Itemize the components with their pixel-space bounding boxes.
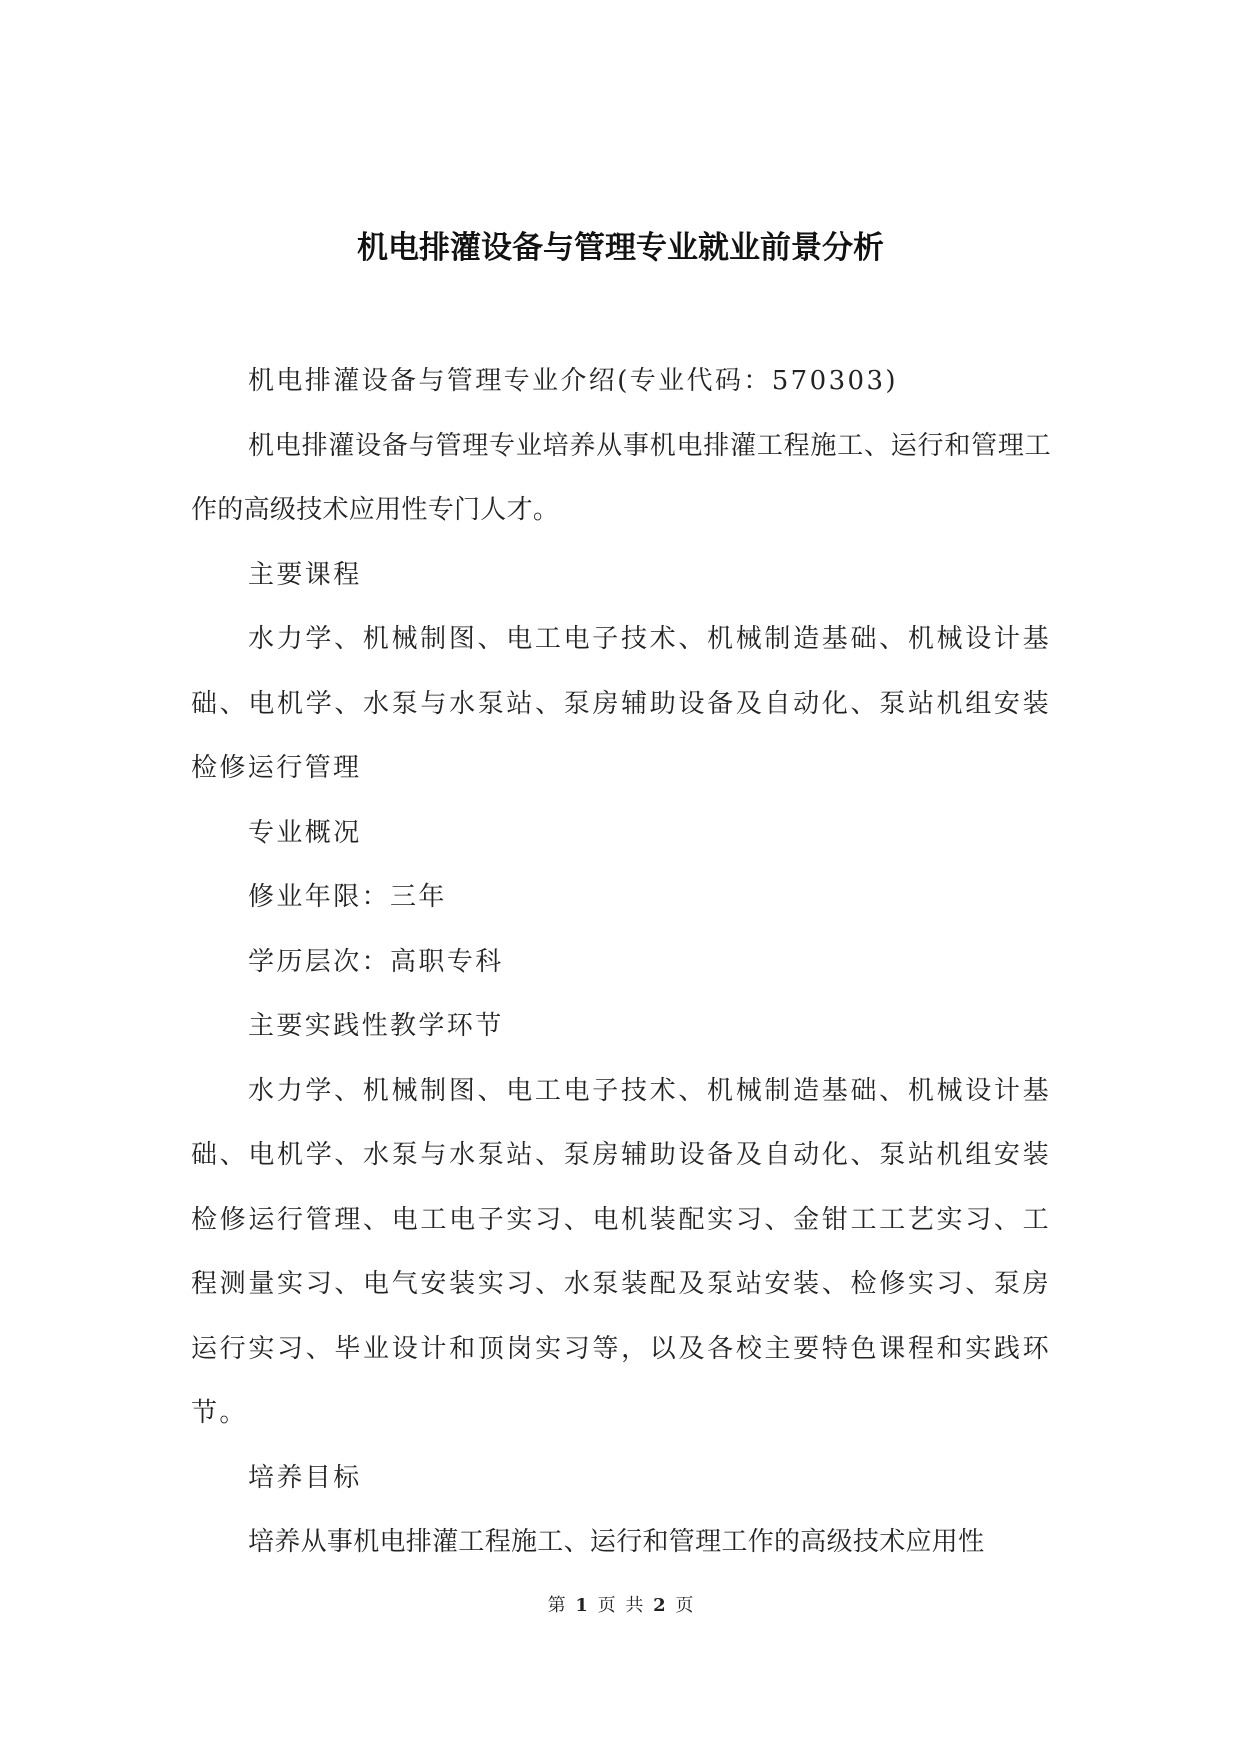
paragraph-description: 机电排灌设备与管理专业培养从事机电排灌工程施工、运行和管理工作的高级技术应用性专门人才。 xyxy=(191,430,1051,525)
page-footer xyxy=(0,1594,1241,1618)
heading-practice: 主要实践性教学环节 xyxy=(248,1011,504,1041)
paragraph-duration: 修业年限：三年 xyxy=(248,882,447,912)
footer-suffix: 页 xyxy=(675,1595,694,1616)
document-title: 机电排灌设备与管理专业就业前景分析 xyxy=(357,230,884,266)
footer-middle: 页 共 xyxy=(597,1595,644,1616)
heading-overview: 专业概况 xyxy=(248,817,362,848)
paragraph-goal: 培养从事机电排灌工程施工、运行和管理工作的高级技术应用性 xyxy=(248,1527,985,1557)
footer-total-pages: 2 xyxy=(653,1595,666,1616)
footer-prefix: 第 xyxy=(547,1595,566,1616)
heading-goal: 培养目标 xyxy=(248,1462,362,1493)
paragraph-practice: 水力学、机械制图、电工电子技术、机械制造基础、机械设计基础、电机学、水泵与水泵站、泵房辅助设备及自动化、泵站机组安装检修运行管理、电工电子实习、电机装配实习、金钳工工艺实习、工程测量实习、电气安装实习、水泵装配及泵站安装、检修实习、泵房运行实习、毕业设计和顶岗实习等，以及各校主要特色课程和实践环节。 xyxy=(191,1075,1051,1428)
paragraph-intro: 机电排灌设备与管理专业介绍(专业代码：570303) xyxy=(248,366,898,396)
paragraph-main-courses: 水力学、机械制图、电工电子技术、机械制造基础、机械设计基础、电机学、水泵与水泵站、泵房辅助设备及自动化、泵站机组安装检修运行管理 xyxy=(191,624,1051,783)
document-body xyxy=(191,349,1051,1575)
footer-current-page: 1 xyxy=(575,1595,588,1616)
heading-main-courses: 主要课程 xyxy=(248,559,362,590)
paragraph-level: 学历层次：高职专科 xyxy=(248,946,504,977)
